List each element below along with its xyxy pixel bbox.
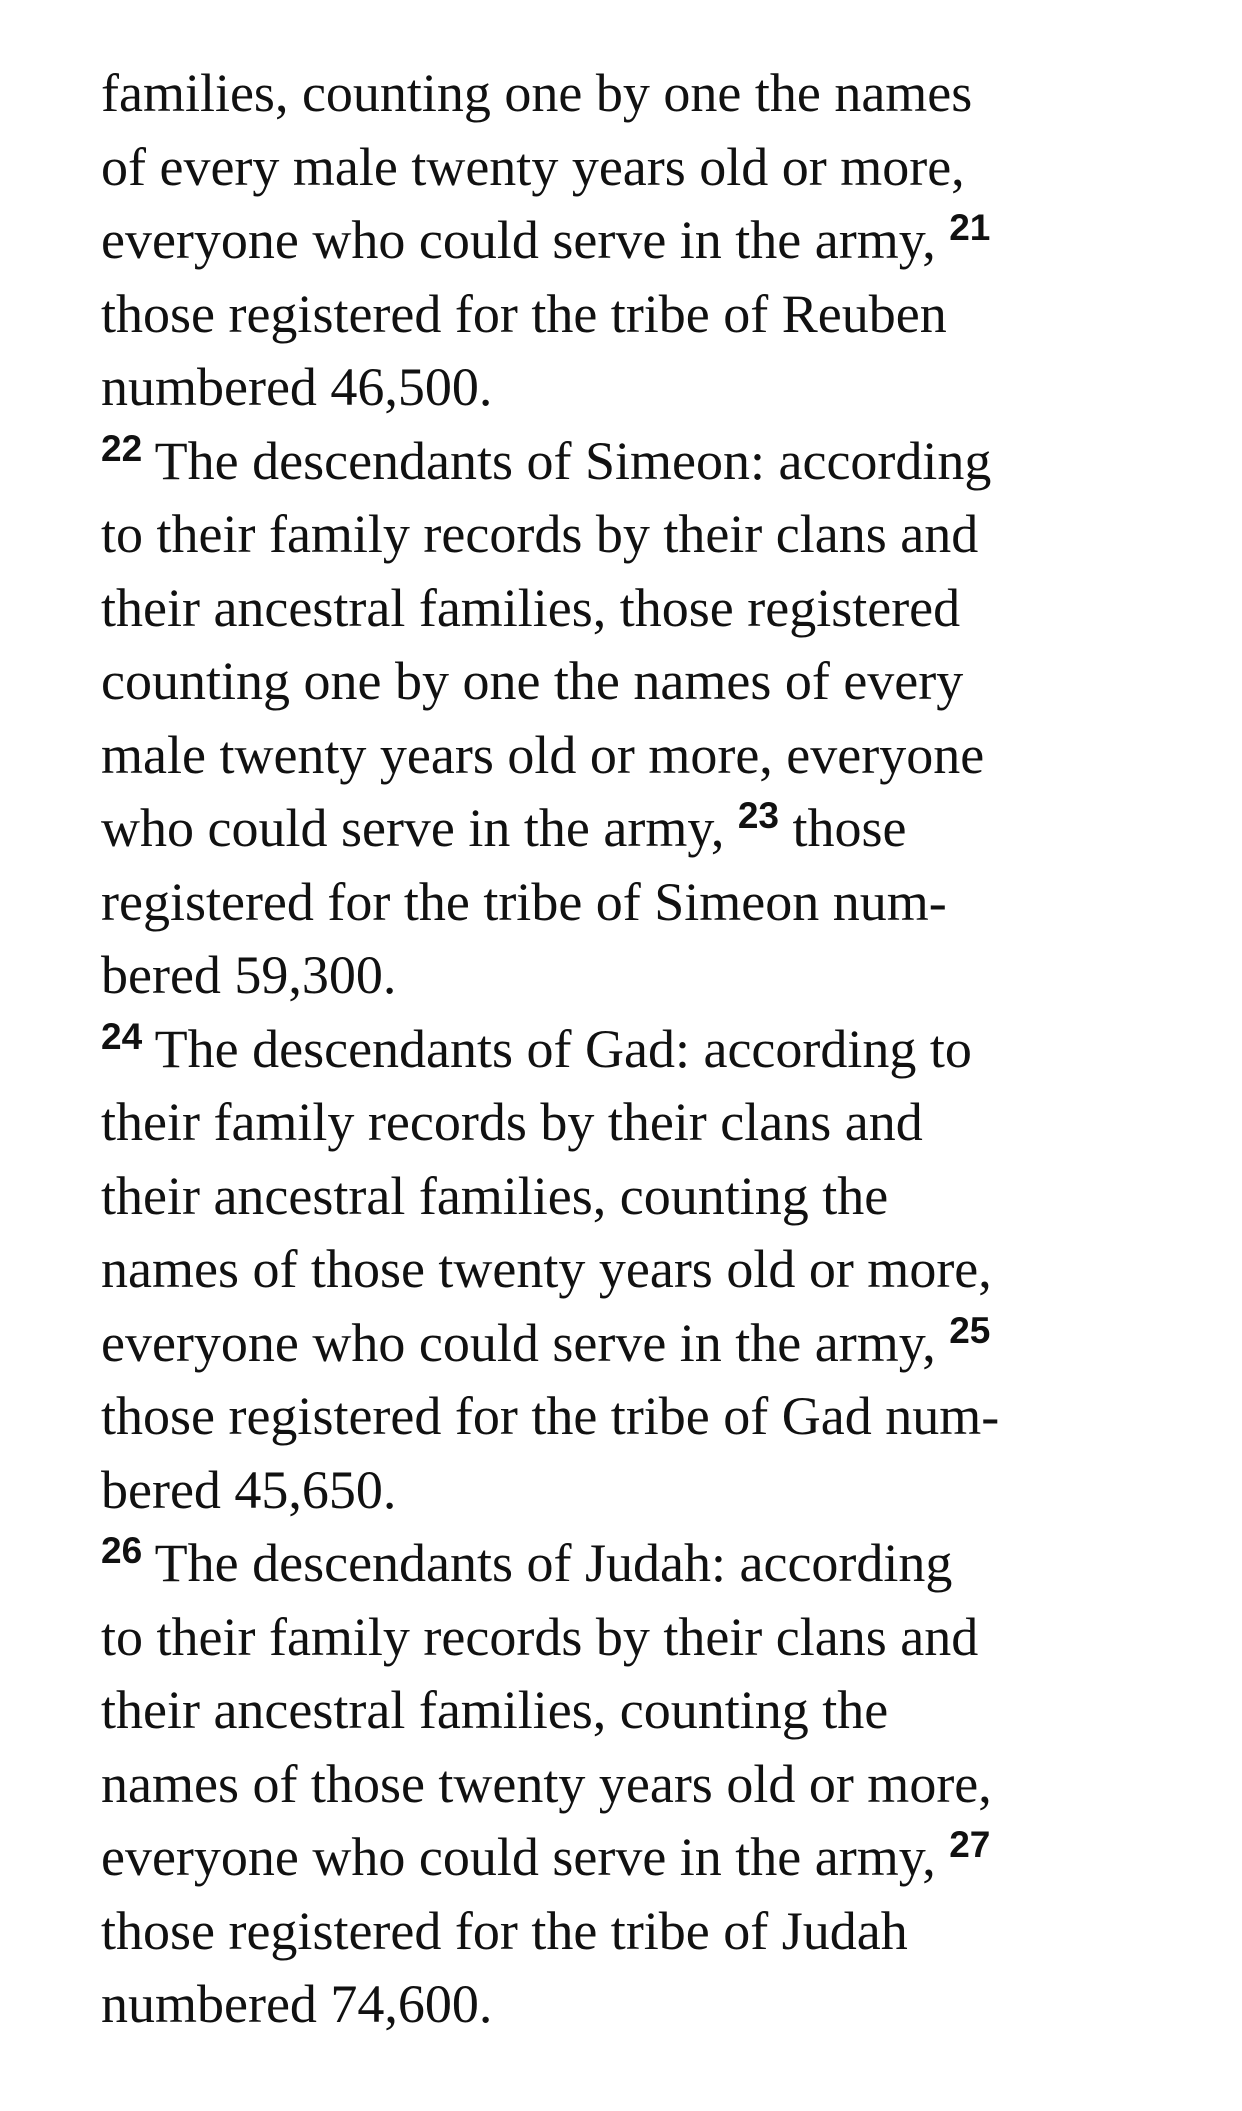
verse-number: 24 [101, 1015, 143, 1057]
verse-number: 22 [101, 427, 143, 469]
verse-text: bered 59,300. [101, 945, 397, 1005]
verse-text: everyone who could serve in the army, [101, 210, 950, 270]
text-line [101, 792, 1221, 866]
verse-text: The descendants of Simeon: according [142, 430, 992, 491]
text-line [101, 1968, 1221, 2042]
text-line [101, 1454, 1221, 1528]
verse-text: The descendants of Gad: according to [142, 1018, 972, 1079]
verse-text: to their family records by their clans and [101, 1606, 979, 1667]
text-line [101, 1527, 1221, 1601]
text-line [101, 204, 1221, 278]
verse-text: everyone who could serve in the army, [101, 1827, 950, 1887]
scripture-text [101, 57, 1221, 2042]
verse-text: those registered for the tribe of Reuben [101, 283, 947, 344]
text-line [101, 645, 1221, 719]
verse-text: The descendants of Judah: according [142, 1533, 953, 1593]
verse-text: counting one by one the names of every [101, 651, 964, 711]
text-line [101, 1895, 1221, 1969]
text-line [101, 1601, 1221, 1675]
verse-text: their ancestral families, those registered [101, 577, 961, 638]
text-line [101, 1821, 1221, 1895]
verse-number: 26 [101, 1530, 143, 1571]
verse-text: those [778, 798, 907, 858]
verse-text: of every male twenty years old or more, [101, 136, 965, 197]
verse-number: 27 [949, 1824, 991, 1865]
text-line [101, 1160, 1221, 1234]
verse-text: their ancestral families, counting the [101, 1680, 889, 1740]
verse-text: numbered 74,600. [101, 1974, 493, 2034]
verse-number: 21 [949, 207, 991, 248]
verse-number: 25 [949, 1309, 991, 1351]
text-line [101, 57, 1221, 131]
text-line [101, 498, 1221, 572]
verse-text: their ancestral families, counting the [101, 1165, 889, 1226]
text-line [101, 866, 1221, 940]
verse-text: those registered for the tribe of Judah [101, 1900, 908, 1961]
text-line [101, 1086, 1221, 1160]
text-line [101, 572, 1221, 646]
text-line [101, 278, 1221, 352]
verse-text: numbered 46,500. [101, 357, 493, 417]
verse-text: male twenty years old or more, everyone [101, 724, 985, 785]
text-line [101, 425, 1221, 499]
verse-text: who could serve in the army, [101, 798, 738, 858]
verse-text: names of those twenty years old or more, [101, 1239, 992, 1299]
text-line [101, 719, 1221, 793]
verse-text: to their family records by their clans and [101, 504, 979, 564]
verse-text: registered for the tribe of Simeon num- [101, 871, 947, 932]
text-line [101, 1233, 1221, 1307]
verse-text: their family records by their clans and [101, 1092, 923, 1152]
text-line [101, 1013, 1221, 1087]
text-line [101, 131, 1221, 205]
text-line [101, 351, 1221, 425]
text-line [101, 1307, 1221, 1381]
verse-text: bered 45,650. [101, 1459, 397, 1520]
text-line [101, 1380, 1221, 1454]
verse-number: 23 [737, 795, 779, 836]
text-line [101, 1748, 1221, 1822]
verse-text: families, counting one by one the names [101, 63, 973, 123]
verse-text: those registered for the tribe of Gad num- [101, 1386, 1000, 1446]
verse-text: names of those twenty years old or more, [101, 1753, 992, 1814]
text-line [101, 1674, 1221, 1748]
verse-text: everyone who could serve in the army, [101, 1312, 950, 1373]
text-line [101, 939, 1221, 1013]
